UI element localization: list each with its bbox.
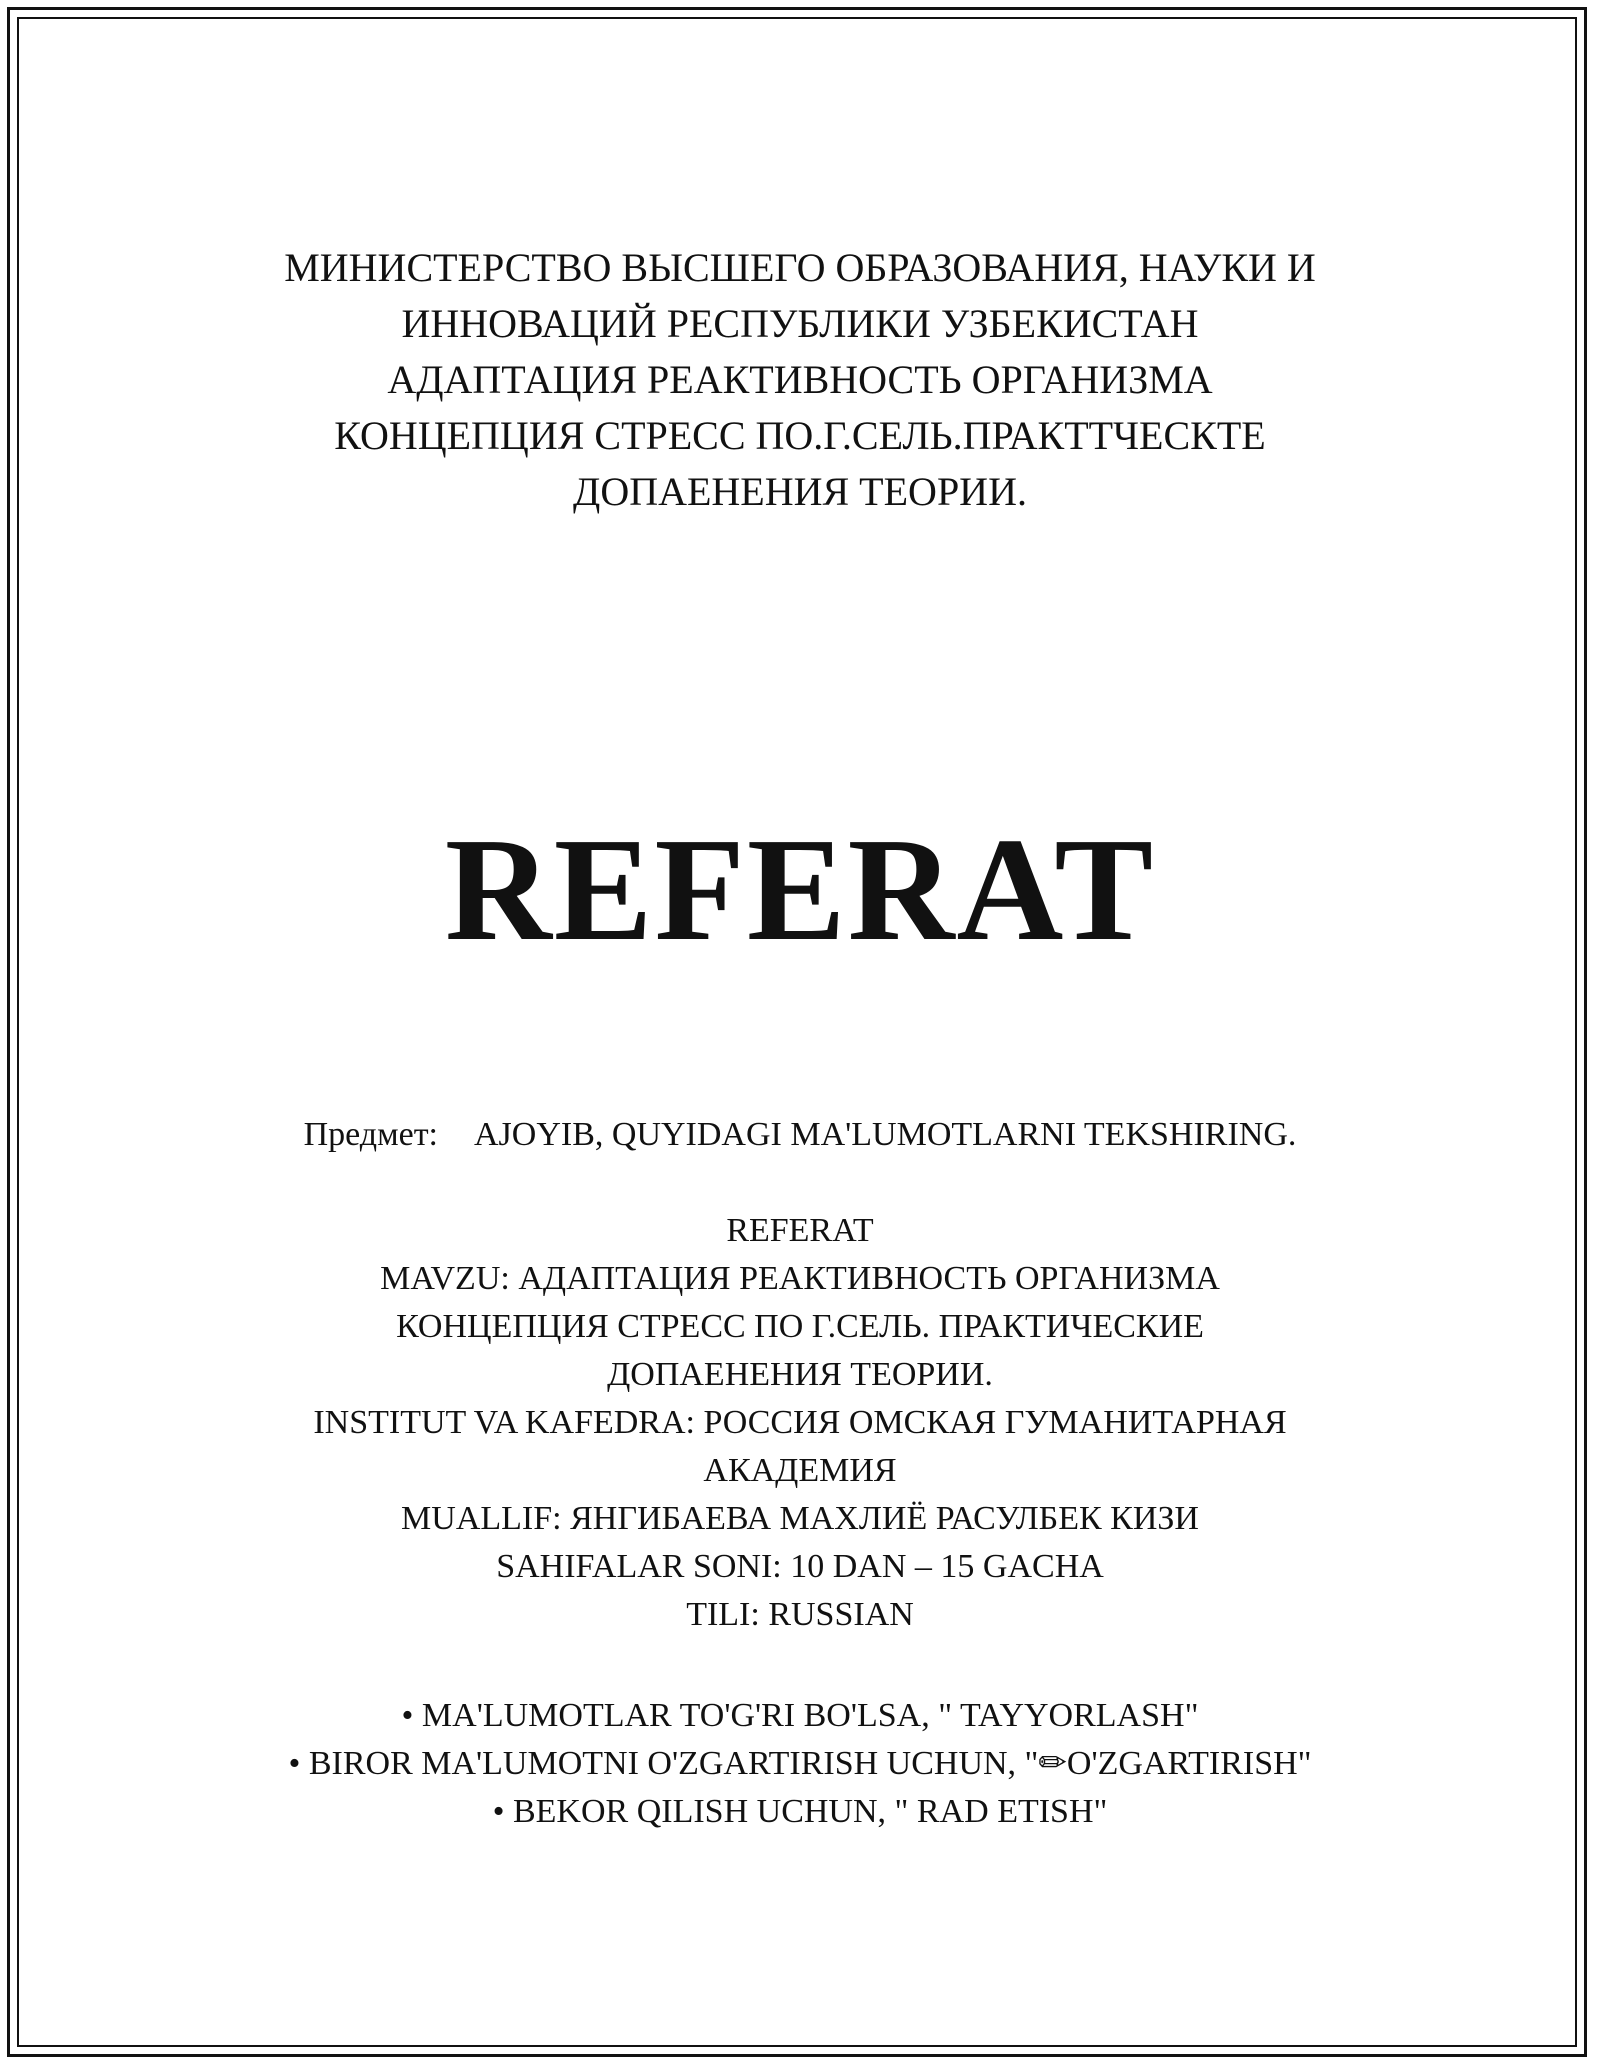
subject-label: Предмет: (303, 1116, 438, 1153)
details-line: REFERAT (726, 1212, 874, 1249)
details-line: КОНЦЕПЦИЯ СТРЕСС ПО Г.СЕЛЬ. ПРАКТИЧЕСКИЕ (396, 1308, 1204, 1345)
details-line: АКАДЕМИЯ (703, 1452, 897, 1489)
document-title: REFERAT (444, 808, 1156, 972)
details-line: SAHIFALAR SONI: 10 DAN – 15 GACHA (496, 1548, 1104, 1585)
header-line: КОНЦЕПЦИЯ СТРЕСС ПО.Г.СЕЛЬ.ПРАКТТЧЕСКТЕ (334, 413, 1266, 458)
subject-line (100, 1113, 1500, 1157)
action-line: • BEKOR QILISH UCHUN, " RAD ETISH" (492, 1793, 1108, 1830)
details-line: ДОПАЕНЕНИЯ ТЕОРИИ. (607, 1356, 993, 1393)
header-line: АДАПТАЦИЯ РЕАКТИВНОСТЬ ОРГАНИЗМА (387, 357, 1213, 402)
header-line: МИНИСТЕРСТВО ВЫСШЕГО ОБРАЗОВАНИЯ, НАУКИ И (284, 245, 1316, 290)
header-line: ИННОВАЦИЙ РЕСПУБЛИКИ УЗБЕКИСТАН (401, 301, 1199, 346)
details-line: TILI: RUSSIAN (686, 1596, 914, 1633)
action-line: • BIROR MA'LUMOTNI O'ZGARTIRISH UCHUN, "✏O'ZGARTIRISH" (288, 1745, 1312, 1782)
details-line: MAVZU: АДАПТАЦИЯ РЕАКТИВНОСТЬ ОРГАНИЗМА (380, 1260, 1220, 1297)
document-details (100, 1207, 1500, 1639)
details-line: INSTITUT VA KAFEDRA: РОССИЯ ОМСКАЯ ГУМАНИТАРНАЯ (313, 1404, 1287, 1441)
document-header (100, 240, 1500, 520)
header-line: ДОПАЕНЕНИЯ ТЕОРИИ. (573, 469, 1027, 514)
action-line: • MA'LUMOTLAR TO'G'RI BO'LSA, " TAYYORLASH" (401, 1697, 1199, 1734)
action-instructions (100, 1692, 1500, 1836)
subject-value: AJOYIB, QUYIDAGI MA'LUMOTLARNI TEKSHIRING. (474, 1116, 1297, 1153)
details-line: MUALLIF: ЯНГИБАЕВА МАХЛИЁ РАСУЛБЕК КИЗИ (401, 1500, 1199, 1537)
